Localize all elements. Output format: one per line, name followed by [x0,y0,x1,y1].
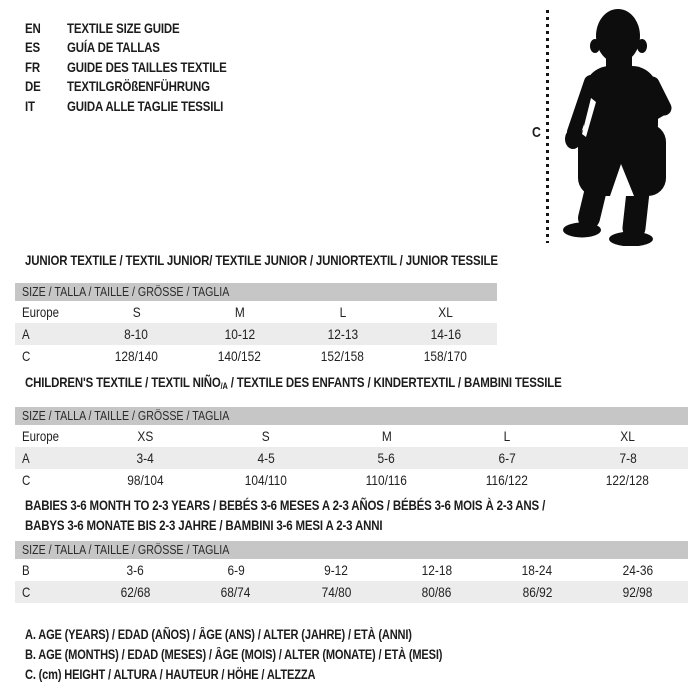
cell-value: 152/158 [320,348,365,364]
table-cell [291,348,394,364]
table-cell [85,326,188,342]
table-cell [291,304,394,320]
language-title-list [25,18,262,116]
cell-value: 24-36 [622,562,653,578]
cell-value: 4-5 [257,450,275,466]
section-title-line [25,495,688,515]
language-code [25,20,67,36]
table-cell [188,304,291,320]
table-header [15,541,688,559]
language-title: GUÍA DE TALLAS [67,39,160,56]
cell-value: S [132,304,141,320]
row-label-text: A [22,326,30,342]
legend-line-text: C. (cm) HEIGHT / ALTURA / HAUTEUR / HÖHE / ALTEZZA [25,667,316,682]
section-title [25,250,602,270]
table-cell [567,450,688,466]
table-cell [394,326,497,342]
title-segment: / TEXTILE DES ENFANTS / KINDERTEXTIL / BAMBINI TESSILE [227,374,562,390]
language-title: GUIDE DES TAILLES TEXTILE [67,58,227,75]
row-label [15,562,85,578]
row-label [15,584,85,600]
row-label [15,326,85,342]
section-title-line [25,250,602,270]
table-row [15,469,688,491]
table-cell [588,584,689,600]
row-label-text: Europe [22,304,60,320]
cell-value: 8-10 [124,326,149,342]
table-header-text: SIZE / TALLA / TAILLE / GRÖSSE / TAGLIA [22,542,230,557]
table-cell [487,562,588,578]
table-cell [186,562,287,578]
legend-line [25,645,534,665]
table-cell [567,472,688,488]
language-code [25,39,67,55]
legend-line-text: A. AGE (YEARS) / EDAD (AÑOS) / ÂGE (ANS) / ALTER (JAHRE) / ETÀ (ANNI) [25,627,412,642]
height-measure-label [532,124,543,141]
table-cell [188,326,291,342]
section-title-text [25,372,562,396]
cell-value: 98/104 [127,472,164,488]
cell-value: 6-9 [227,562,245,578]
toddler-silhouette-icon [558,6,698,246]
size-section [15,250,602,367]
section-title-line [25,372,688,396]
table-header-text: SIZE / TALLA / TAILLE / GRÖSSE / TAGLIA [22,408,230,423]
table-cell [387,562,488,578]
table-cell [326,472,447,488]
language-code-text: ES [25,39,40,56]
cell-value: 18-24 [522,562,553,578]
row-label [15,472,85,488]
row-label-text: C [22,472,31,488]
table-cell [85,472,206,488]
cell-value: L [339,304,346,320]
section-title-line [25,515,688,535]
row-label-text: Europe [22,428,60,444]
row-label [15,450,85,466]
size-section [15,495,688,603]
table-row [15,581,688,603]
legend-line [25,625,534,645]
table-cell [567,428,688,444]
table-cell [85,450,206,466]
language-row [25,38,262,58]
cell-value: 5-6 [377,450,396,466]
table-cell [206,472,327,488]
table-row [15,559,688,581]
cell-value: M [381,428,392,444]
cell-value: 68/74 [220,584,251,600]
cell-value: XS [137,428,154,444]
subscript-text: /A [220,381,228,391]
language-row [25,57,262,77]
legend-line [25,665,534,685]
cell-value: 140/152 [217,348,262,364]
table-cell [447,428,568,444]
cell-value: 6-7 [498,450,516,466]
section-title [25,372,688,396]
cell-value: XL [438,304,453,320]
table-cell [206,450,327,466]
cell-value: 10-12 [224,326,255,342]
table-cell [206,428,327,444]
cell-value: 74/80 [321,584,352,600]
table-row [15,323,497,345]
cell-value: 110/116 [365,472,408,488]
height-dotted-line [546,10,549,243]
language-row [25,18,262,38]
row-label-text: A [22,450,30,466]
table-row [15,425,688,447]
section-title-text [25,495,545,515]
table-cell [85,304,188,320]
language-title: TEXTILE SIZE GUIDE [67,19,180,36]
table-cell [326,428,447,444]
row-label [15,304,85,320]
table-cell [291,326,394,342]
cell-value: 3-4 [136,450,154,466]
cell-value: 158/170 [423,348,468,364]
table-row [15,301,497,323]
table-cell [286,584,387,600]
language-title: GUIDA ALLE TAGLIE TESSILI [67,97,224,114]
language-code-text: DE [25,78,41,95]
row-label-text: B [22,562,30,578]
table-cell [85,584,186,600]
cell-value: XL [620,428,635,444]
language-code-text: FR [25,58,40,75]
language-row [25,77,262,97]
table-cell [188,348,291,364]
title-segment: BABIES 3-6 MONTH TO 2-3 YEARS / BEBÉS 3-6 MESES A 2-3 AÑOS / BÉBÉS 3-6 MOIS À 2-3 ANS / [25,497,546,513]
table-cell [326,450,447,466]
height-measure-letter: C [532,124,541,141]
size-table [15,407,688,491]
cell-value: S [261,428,270,444]
cell-value: 9-12 [324,562,349,578]
table-header-text: SIZE / TALLA / TAILLE / GRÖSSE / TAGLIA [22,284,230,299]
table-header [15,283,497,301]
title-segment: BABYS 3-6 MONATE BIS 2-3 JAHRE / BAMBINI 3-6 MESI A 2-3 ANNI [25,517,383,533]
cell-value: 104/110 [244,472,287,488]
row-label [15,428,85,444]
cell-value: 80/86 [421,584,452,600]
cell-value: 122/128 [606,472,650,488]
table-cell [286,562,387,578]
table-cell [85,428,206,444]
cell-value: 116/122 [485,472,529,488]
title-segment: CHILDREN'S TEXTILE / TEXTIL NIÑO [25,374,221,390]
cell-value: 7-8 [619,450,637,466]
section-title-text [25,515,382,535]
table-cell [394,348,497,364]
language-title: TEXTILGRÖßENFÜHRUNG [67,78,210,95]
legend-line-text: B. AGE (MONTHS) / EDAD (MESES) / ÂGE (MOIS) / ALTER (MONATE) / ETÀ (MESI) [25,647,443,662]
table-cell [394,304,497,320]
size-table [15,541,688,603]
table-header [15,407,688,425]
row-label-text: C [22,348,31,364]
language-code-text: IT [25,97,35,114]
cell-value: M [234,304,245,320]
table-cell [85,348,188,364]
table-cell [85,562,186,578]
footnote-legend [25,625,534,685]
cell-value: 86/92 [522,584,553,600]
table-row [15,345,497,367]
cell-value: L [503,428,511,444]
table-cell [447,472,568,488]
size-section [15,372,688,491]
cell-value: 3-6 [126,562,144,578]
language-code-text: EN [25,19,41,36]
table-cell [588,562,689,578]
table-cell [186,584,287,600]
title-segment: JUNIOR TEXTILE / TEXTIL JUNIOR/ TEXTILE JUNIOR / JUNIORTEXTIL / JUNIOR TESSILE [25,252,498,268]
row-label-text: C [22,584,31,600]
row-label [15,348,85,364]
language-code [25,78,67,94]
section-title-text [25,250,498,270]
cell-value: 12-13 [327,326,358,342]
language-code [25,59,67,75]
table-cell [387,584,488,600]
language-code [25,98,67,114]
table-cell [447,450,568,466]
cell-value: 62/68 [120,584,151,600]
table-cell [487,584,588,600]
section-title [25,495,688,535]
language-row [25,96,262,116]
cell-value: 128/140 [114,348,159,364]
cell-value: 14-16 [430,326,461,342]
table-row [15,447,688,469]
cell-value: 12-18 [421,562,452,578]
size-table [15,283,497,367]
cell-value: 92/98 [622,584,653,600]
